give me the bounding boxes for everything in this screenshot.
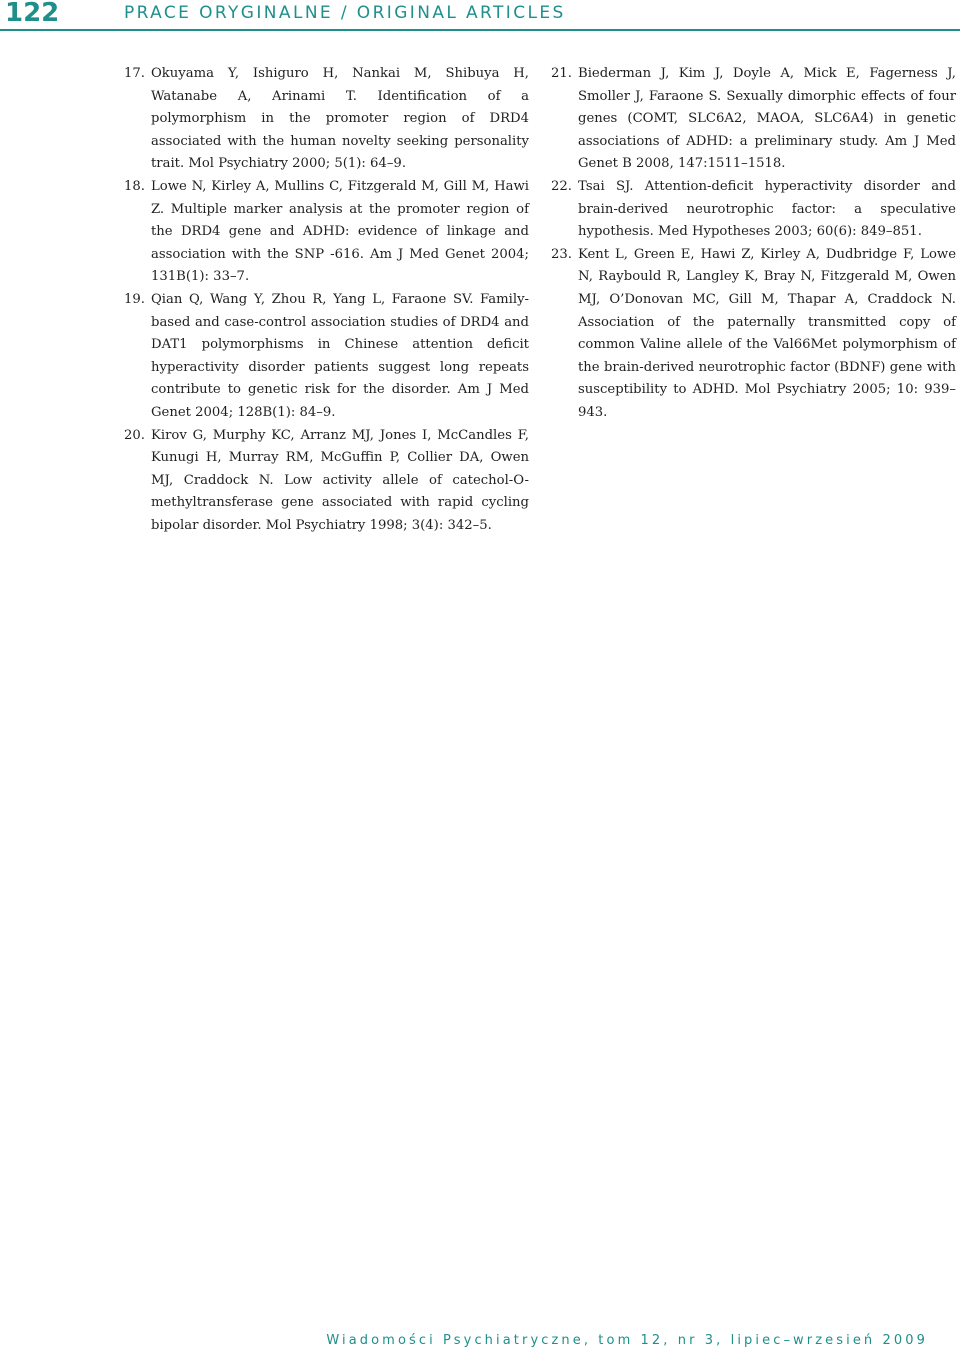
reference-number: 17. [124,66,145,81]
reference-item [124,425,529,538]
reference-item [124,63,529,176]
reference-number: 18. [124,178,145,194]
references-column-right [551,63,956,425]
reference-item [124,176,529,289]
reference-number: 23. [551,246,572,262]
reference-text: Lowe N, Kirley A, Mullins C, Fitzgerald M, Gill M, Hawi Z. Multiple marker analysis at the promoter region of the DRD4 gene and ADHD: evidence of linkage and association with the SNP -616. Am J Med Genet 2004; 131B(1): 33–7. [151,178,529,285]
reference-item [551,63,956,176]
section-title: PRACE ORYGINALNE / ORIGINAL ARTICLES [124,3,566,23]
journal-footer: Wiadomości Psychiatryczne, tom 12, nr 3, lipiec–wrzesień 2009 [326,1333,928,1348]
reference-text: Okuyama Y, Ishiguro H, Nankai M, Shibuya H, Watanabe A, Arinami T. Identification of a polymorphism in the promoter region of DRD4 associated with the human novelty seeking personality trait. Mol Psychiatry 2000; 5(1): 64–9. [151,66,529,172]
reference-item [551,244,956,425]
references-column-left [124,63,529,537]
reference-text: Kent L, Green E, Hawi Z, Kirley A, Dudbridge F, Lowe N, Raybould R, Langley K, Bray N, Fitzgerald M, Owen MJ, O’Donovan MC, Gill M, Thapar A, Craddock N. Association of the paternally transmitted copy of common Valine allele of the Val66Met polymorphism of the brain-derived neurotrophic factor (BDNF) gene with susceptibility to ADHD. Mol Psychiatry 2005; 10: 939–943. [578,246,956,420]
reference-text: Qian Q, Wang Y, Zhou R, Yang L, Faraone SV. Family-based and case-control association studies of DRD4 and DAT1 polymorphisms in Chinese attention deficit hyperactivity disorder patients suggest long repeats contribute to genetic risk for the disorder. Am J Med Genet 2004; 128B(1): 84–9. [151,291,529,420]
reference-text: Biederman J, Kim J, Doyle A, Mick E, Fagerness J, Smoller J, Faraone S. Sexually dimorphic effects of four genes (COMT, SLC6A2, MAOA, SLC6A4) in genetic associations of ADHD: a preliminary study. Am J Med Genet B 2008, 147:1511–1518. [578,66,956,172]
reference-number: 22. [551,178,572,194]
header-rule [0,29,960,31]
reference-number: 21. [551,66,572,81]
reference-number: 19. [124,291,145,307]
reference-text: Kirov G, Murphy KC, Arranz MJ, Jones I, McCandles F, Kunugi H, Murray RM, McGuffin P, Collier DA, Owen MJ, Craddock N. Low activity allele of catechol-O-methyltransferase gene associated with rapid cycling bipolar disorder. Mol Psychiatry 1998; 3(4): 342–5. [151,427,529,533]
reference-text: Tsai SJ. Attention-deficit hyperactivity disorder and brain-derived neurotrophic factor: a speculative hypothesis. Med Hypotheses 2003; 60(6): 849–851. [578,178,956,240]
reference-number: 20. [124,427,145,443]
reference-item [551,176,956,244]
reference-item [124,289,529,425]
page-header [0,0,960,30]
page-number: 122 [5,0,60,28]
